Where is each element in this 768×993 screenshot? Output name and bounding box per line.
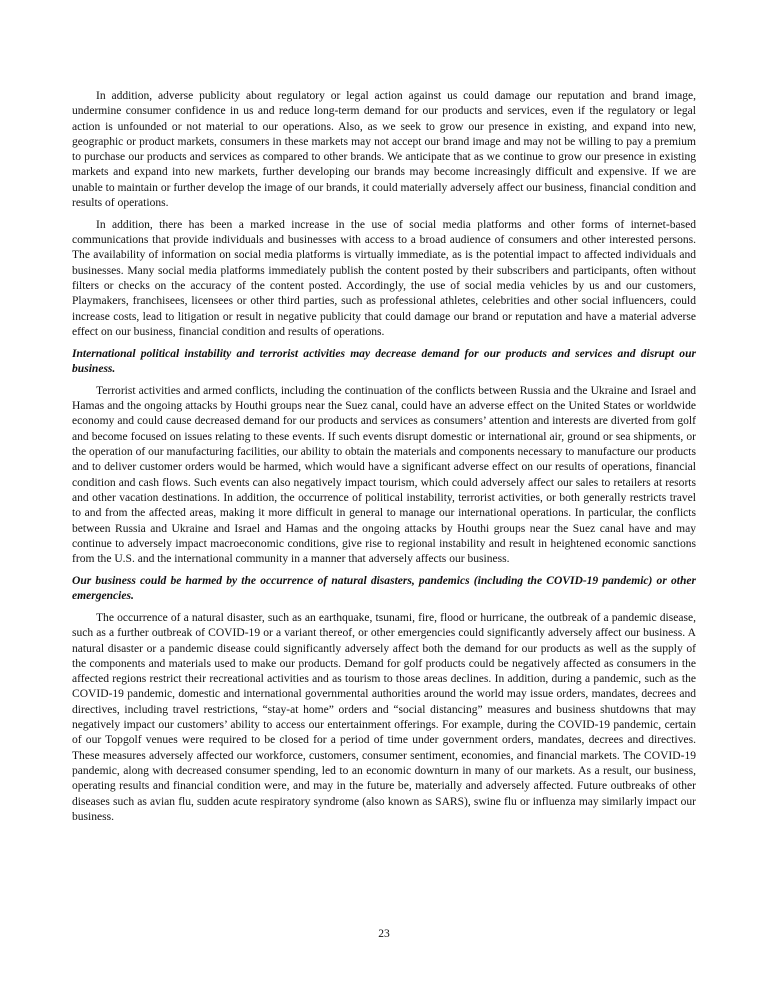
paragraph-terrorist-activities: Terrorist activities and armed conflicts, including the continuation of the conflicts between Russia and the Ukraine and Israel and Hamas and the ongoing attacks by Houthi groups near the Suez canal, could have an adverse effect on the United States or worldwide economy and could cause decreased demand for our products and services as consumers’ attention and interests are diverted from golf and become focused on issues relating to these events. If such events disrupt domestic or international air, ground or sea shipments, or the operation of our manufacturing facilities, our ability to obtain the materials and components necessary to manufacture our products and to deliver customer orders would be harmed, which would have a significant adverse effect on our results of operations, financial condition and cash flows. Such events can also negatively impact tourism, which could adversely affect our sales to retailers at resorts and other vacation destinations. In addition, the occurrence of political instability, terrorist activities, or both generally restricts travel to and from the affected areas, making it more difficult in general to manage our international operations. In particular, the conflicts between Russia and Ukraine and Israel and Hamas and the ongoing attacks by Houthi groups near the Suez canal have and may continue to adversely impact macroeconomic conditions, give rise to regional instability and result in heightened economic sanctions from the U.S. and the international community in a manner that adversely affects our business.	[72, 384, 696, 566]
paragraph-natural-disasters: The occurrence of a natural disaster, such as an earthquake, tsunami, fire, flood or hurricane, the outbreak of a pandemic disease, such as a further outbreak of COVID-19 or a variant thereof, or other emergencies could significantly adversely affect our business. A natural disaster or a pandemic disease could significantly adversely affect both the demand for our products as well as the supply of the components and materials used to make our products. Demand for golf products could be negatively affected as consumers in the affected regions restrict their recreational activities and as tourism to those areas declines. In addition, during a pandemic, such as the COVID-19 pandemic, domestic and international governmental authorities around the world may issue orders, mandates, decrees and directives, including travel restrictions, “stay-at home” orders and “social distancing” measures and business shutdowns that may negatively impact our customers’ ability to access our entertainment offerings. For example, during the COVID-19 pandemic, certain of our Topgolf venues were required to be closed for a period of time under government orders, mandates, decrees and directives. These measures adversely affected our workforce, customers, consumer sentiment, economies, and financial markets. The COVID-19 pandemic, along with decreased consumer spending, led to an economic downturn in many of our markets. As a result, our business, operating results and financial condition were, and may in the future be, materially and adversely affected. Future outbreaks of other diseases such as avian flu, sudden acute respiratory syndrome (also known as SARS), swine flu or influenza may similarly impact our business.	[72, 612, 696, 823]
risk-heading-natural-disasters: Our business could be harmed by the occurrence of natural disasters, pandemics (including the COVID-19 pandemic) or other emergencies.	[72, 574, 696, 603]
page-number: 23	[378, 928, 390, 940]
document-page	[72, 89, 696, 832]
paragraph-social-media: In addition, there has been a marked increase in the use of social media platforms and other forms of internet-based communications that provide individuals and businesses with access to a broad audience of consumers and other interested persons. The availability of information on social media platforms is virtually immediate, as is the potential impact to affected individuals and businesses. Many social media platforms immediately publish the content posted by their subscribers and participants, often without filters or checks on the accuracy of the content posted. Accordingly, the use of social media vehicles by us and our customers, Playmakers, franchisees, licensees or other third parties, such as professional athletes, celebrities and other social influencers, could increase costs, lead to litigation or result in negative publicity that could damage our brand or reputation and have a material adverse effect on our business, financial condition and results of operations.	[72, 218, 696, 338]
paragraph-adverse-publicity: In addition, adverse publicity about regulatory or legal action against us could damage our reputation and brand image, undermine consumer confidence in us and reduce long-term demand for our products and services, even if the regulatory or legal action is unfounded or not material to our operations. Also, as we seek to grow our presence in existing, and expand into new, geographic or product markets, consumers in these markets may not accept our brand image and may not be willing to pay a premium to purchase our products and services as compared to other brands. We anticipate that as we continue to grow our presence in existing markets and expand into new markets, further developing our brands may become increasingly difficult and expensive. If we are unable to maintain or further develop the image of our brands, it could materially adversely affect our business, financial condition and results of operations.	[72, 90, 696, 210]
risk-heading-political-instability: International political instability and terrorist activities may decrease demand for our products and services and disrupt our business.	[72, 347, 696, 376]
